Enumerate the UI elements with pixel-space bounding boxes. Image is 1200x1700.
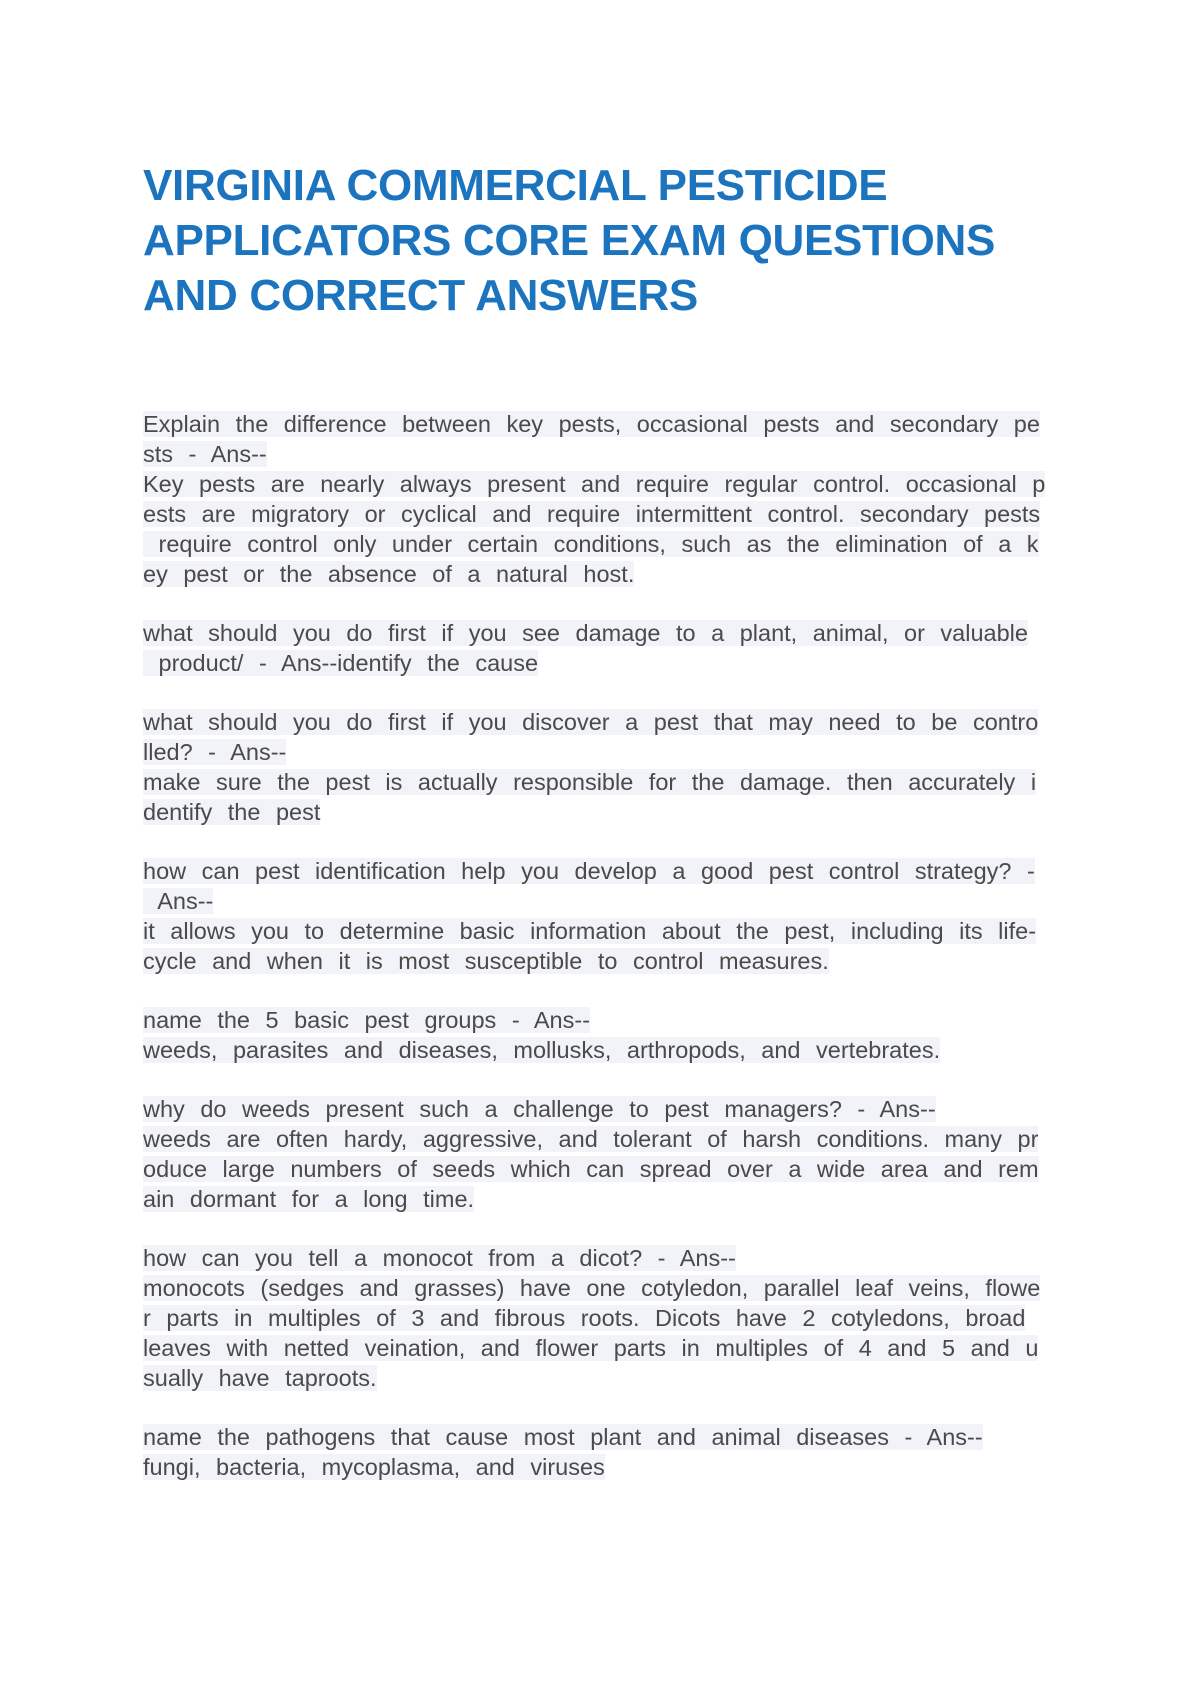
text-line: how can pest identification help you develop a good pest control strategy? -	[143, 858, 1035, 884]
text-line: require control only under certain conditions, such as the elimination of a k	[143, 531, 1039, 557]
text-line: ests are migratory or cyclical and require intermittent control. secondary pests	[143, 501, 1041, 527]
text-line: oduce large numbers of seeds which can spread over a wide area and rem	[143, 1156, 1039, 1182]
text-line: weeds are often hardy, aggressive, and tolerant of harsh conditions. many pr	[143, 1126, 1039, 1152]
qa-item	[143, 618, 1063, 678]
title-line: APPLICATORS CORE EXAM QUESTIONS	[143, 216, 996, 265]
text-line: dentify the pest	[143, 799, 321, 825]
text-line: sts - Ans--	[143, 441, 267, 467]
text-line: r parts in multiples of 3 and fibrous roots. Dicots have 2 cotyledons, broad	[143, 1305, 1026, 1331]
qa-item	[143, 1243, 1063, 1393]
qa-item	[143, 1422, 1063, 1482]
text-line: leaves with netted veination, and flower parts in multiples of 4 and 5 and u	[143, 1335, 1039, 1361]
qa-item	[143, 1005, 1063, 1065]
qa-item	[143, 707, 1063, 827]
text-line: Ans--	[143, 888, 214, 914]
text-line: why do weeds present such a challenge to pest managers? - Ans--	[143, 1096, 936, 1122]
text-line: name the 5 basic pest groups - Ans--	[143, 1007, 591, 1033]
document-title	[143, 158, 1063, 323]
text-line: what should you do first if you discover a pest that may need to be contro	[143, 709, 1039, 735]
title-line: VIRGINIA COMMERCIAL PESTICIDE	[143, 161, 888, 210]
text-line: lled? - Ans--	[143, 739, 287, 765]
qa-item	[143, 1094, 1063, 1214]
text-line: it allows you to determine basic information about the pest, including its life-	[143, 918, 1037, 944]
text-line: product/ - Ans--identify the cause	[143, 650, 539, 676]
text-line: Key pests are nearly always present and require regular control. occasional p	[143, 471, 1046, 497]
title-line: AND CORRECT ANSWERS	[143, 271, 698, 320]
text-line: Explain the difference between key pests, occasional pests and secondary pe	[143, 411, 1040, 437]
text-line: ain dormant for a long time.	[143, 1186, 475, 1212]
text-line: how can you tell a monocot from a dicot? - Ans--	[143, 1245, 736, 1271]
text-line: name the pathogens that cause most plant and animal diseases - Ans--	[143, 1424, 983, 1450]
text-line: fungi, bacteria, mycoplasma, and viruses	[143, 1454, 605, 1480]
text-line: ey pest or the absence of a natural host.	[143, 561, 635, 587]
text-line: weeds, parasites and diseases, mollusks, arthropods, and vertebrates.	[143, 1037, 941, 1063]
qa-list	[143, 409, 1063, 1511]
text-line: make sure the pest is actually responsible for the damage. then accurately i	[143, 769, 1037, 795]
text-line: monocots (sedges and grasses) have one cotyledon, parallel leaf veins, flowe	[143, 1275, 1041, 1301]
text-line: what should you do first if you see damage to a plant, animal, or valuable	[143, 620, 1028, 646]
text-line: cycle and when it is most susceptible to control measures.	[143, 948, 829, 974]
text-line: sually have taproots.	[143, 1365, 377, 1391]
qa-item	[143, 409, 1063, 589]
qa-item	[143, 856, 1063, 976]
